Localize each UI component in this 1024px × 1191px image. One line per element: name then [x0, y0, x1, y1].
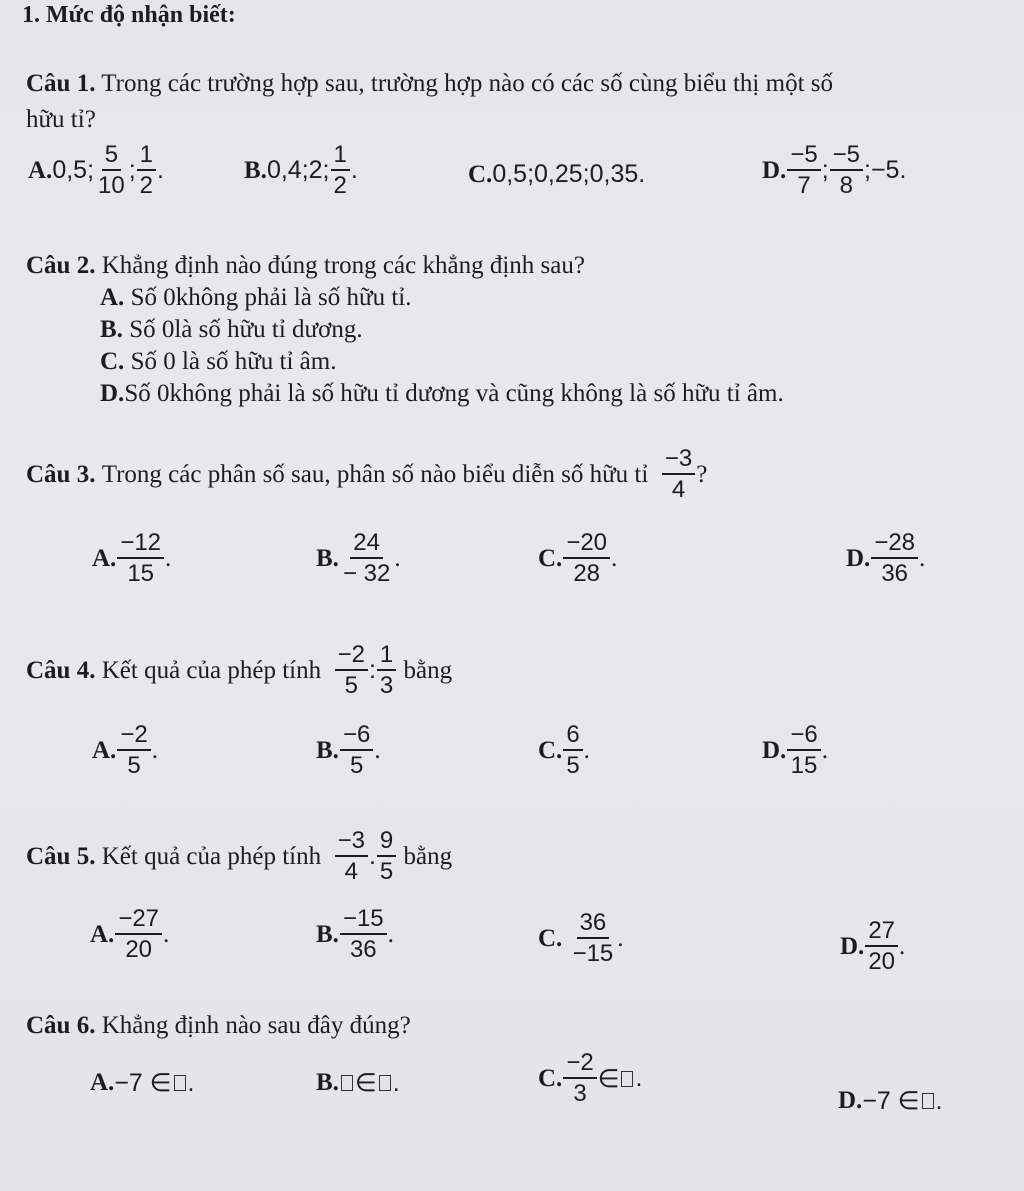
operator: .: [368, 842, 376, 871]
fraction: [830, 142, 863, 200]
fraction: [115, 906, 162, 964]
question-3-label: Câu 3.: [26, 460, 96, 488]
option-suffix: .: [157, 156, 164, 185]
option-suffix: .: [350, 156, 358, 185]
fraction-numerator: −28: [871, 530, 918, 559]
option-label: C.: [538, 1064, 563, 1092]
fraction: [137, 142, 156, 200]
set-symbol-box-icon: [922, 1093, 934, 1109]
q2-option-a[interactable]: [100, 284, 411, 312]
option-expression: −7 ∈: [114, 1069, 172, 1097]
fraction-denominator: 36: [349, 936, 377, 964]
separator: ;: [821, 156, 829, 185]
option-suffix: .: [821, 736, 828, 764]
q3-option-c[interactable]: [538, 530, 617, 588]
fraction: [865, 918, 898, 976]
option-text: Số 0là số hữu tỉ dương.: [129, 316, 363, 343]
element-of-symbol: ∈: [597, 1064, 620, 1093]
fraction-numerator: 27: [865, 918, 898, 947]
fraction-numerator: 5: [102, 142, 121, 171]
q6-option-c[interactable]: [538, 1050, 642, 1108]
question-3: [26, 446, 707, 504]
q6-option-b[interactable]: [316, 1068, 400, 1098]
set-symbol-box-icon: [621, 1071, 633, 1087]
fraction-denominator: 4: [344, 858, 358, 886]
fraction: [117, 722, 150, 780]
fraction-numerator: −5: [787, 142, 820, 171]
fraction-numerator: −5: [830, 142, 863, 171]
set-symbol-box-icon: [174, 1075, 186, 1091]
option-label: C.: [538, 544, 563, 572]
option-suffix: .: [635, 1064, 643, 1093]
option-suffix: .: [935, 1086, 943, 1115]
option-suffix: ;−5.: [864, 156, 907, 185]
fraction-numerator: 1: [137, 142, 156, 171]
question-4: [26, 642, 452, 700]
option-label: B.: [316, 920, 339, 948]
fraction-numerator: −3: [662, 446, 695, 475]
question-6-label: Câu 6.: [26, 1012, 96, 1039]
option-label: B.: [316, 1069, 339, 1096]
question-5-text: Kết quả của phép tính: [101, 842, 322, 870]
question-6-text: Khẳng định nào sau đây đúng?: [101, 1012, 411, 1039]
option-suffix: .: [611, 544, 618, 572]
option-prefix: 0,4;2;: [266, 156, 330, 185]
option-suffix: .: [394, 544, 401, 572]
fraction: [331, 142, 350, 200]
fraction-denominator: 5: [379, 858, 394, 886]
fraction: [340, 530, 393, 588]
q3-option-b[interactable]: [316, 530, 401, 588]
fraction: [335, 828, 368, 886]
option-label: C.: [538, 736, 563, 764]
option-label: D.: [762, 736, 787, 764]
option-label: D.: [846, 544, 871, 572]
option-label: D.: [762, 156, 787, 184]
fraction: [662, 446, 695, 504]
fraction: [340, 722, 373, 780]
option-suffix: .: [187, 1068, 195, 1097]
fraction-denominator: 20: [868, 948, 896, 976]
fraction: [570, 910, 617, 968]
fraction-numerator: −2: [117, 722, 150, 751]
q3-option-a[interactable]: [92, 530, 171, 588]
q3-option-d[interactable]: [846, 530, 925, 588]
fraction-denominator: 2: [139, 172, 154, 200]
fraction-denominator: 7: [797, 172, 811, 200]
question-2-label: Câu 2.: [26, 252, 96, 279]
fraction-denominator: 20: [125, 936, 153, 964]
question-6: [26, 1012, 411, 1040]
option-suffix: .: [919, 544, 926, 572]
q1-option-c[interactable]: [468, 160, 645, 189]
fraction-denominator: − 32: [342, 560, 391, 588]
q1-option-b[interactable]: [244, 142, 358, 200]
q4-option-c[interactable]: [538, 722, 590, 780]
fraction-denominator: 3: [379, 672, 394, 700]
question-4-suffix: bằng: [403, 656, 453, 684]
question-4-text: Kết quả của phép tính: [101, 656, 322, 684]
q6-option-d[interactable]: [838, 1086, 943, 1116]
fraction-denominator: 2: [333, 172, 347, 200]
fraction-numerator: −3: [335, 828, 368, 857]
operator: :: [368, 656, 376, 685]
q4-option-a[interactable]: [92, 722, 158, 780]
fraction: [95, 142, 128, 200]
fraction-denominator: 3: [573, 1080, 587, 1108]
fraction-numerator: −2: [335, 642, 368, 671]
option-text: Số 0không phải là số hữu tỉ dương và cũng không là số hữu tỉ âm.: [124, 380, 784, 407]
fraction-denominator: 5: [127, 752, 141, 780]
q1-option-d[interactable]: [762, 142, 906, 200]
option-prefix: 0,5;: [52, 156, 95, 185]
fraction: [377, 642, 396, 700]
question-1-text-line2: hữu tỉ?: [26, 106, 96, 133]
question-2-text: Khẳng định nào đúng trong các khẳng định sau?: [101, 252, 585, 279]
question-5: [26, 828, 452, 886]
fraction-denominator: 8: [839, 172, 853, 200]
question-3-text: Trong các phân số sau, phân số nào biểu diễn số hữu tỉ: [101, 460, 649, 488]
question-2: [26, 252, 585, 280]
section-title: 1. Mức độ nhận biết:: [22, 2, 236, 28]
fraction: [563, 1050, 596, 1108]
question-4-label: Câu 4.: [26, 656, 96, 684]
fraction-numerator: 1: [331, 142, 350, 171]
fraction-numerator: −12: [117, 530, 164, 559]
q2-option-b[interactable]: [100, 316, 363, 344]
option-suffix: .: [392, 1068, 400, 1097]
q6-option-a[interactable]: [90, 1068, 195, 1098]
question-3-suffix: ?: [696, 460, 708, 488]
fraction-denominator: 5: [349, 752, 364, 780]
option-label: A.: [28, 156, 53, 184]
fraction-denominator: 15: [790, 752, 818, 780]
option-expression: −7 ∈: [862, 1087, 920, 1115]
option-label: A.: [90, 920, 115, 948]
option-text: Số 0không phải là số hữu tỉ.: [130, 284, 412, 311]
fraction-numerator: −20: [563, 530, 610, 559]
option-label: C.: [100, 348, 125, 375]
option-label: B.: [244, 156, 267, 184]
fraction-numerator: 9: [377, 828, 396, 857]
separator: ;: [128, 156, 136, 185]
q4-option-b[interactable]: [316, 722, 381, 780]
option-suffix: .: [165, 544, 172, 572]
fraction: [340, 906, 387, 964]
question-5-label: Câu 5.: [26, 842, 96, 870]
fraction-numerator: 24: [350, 530, 383, 559]
fraction-denominator: 15: [127, 560, 155, 588]
option-suffix: .: [583, 736, 590, 764]
fraction-denominator: 5: [566, 752, 580, 780]
q5-option-c[interactable]: [538, 910, 624, 968]
option-label: B.: [316, 544, 339, 572]
question-1-text: Trong các trường hợp sau, trường hợp nào có các số cùng biểu thị một số: [101, 70, 833, 97]
option-suffix: .: [899, 932, 906, 960]
option-label: D.: [840, 932, 865, 960]
option-label: A.: [92, 544, 117, 572]
fraction: [563, 530, 610, 588]
fraction: [563, 722, 582, 780]
question-1-label: Câu 1.: [26, 70, 96, 97]
option-label: D.: [838, 1087, 863, 1114]
fraction: [871, 530, 918, 588]
q2-option-d[interactable]: [100, 380, 784, 408]
fraction: [787, 722, 820, 780]
fraction: [335, 642, 368, 700]
question-1-line1: [26, 70, 833, 98]
option-suffix: .: [617, 924, 624, 952]
fraction-numerator: −6: [340, 722, 373, 751]
question-5-suffix: bằng: [403, 842, 453, 870]
option-label: A.: [100, 284, 125, 311]
option-label: D.: [100, 380, 125, 407]
fraction-numerator: −6: [787, 722, 820, 751]
option-label: A.: [92, 736, 117, 764]
option-suffix: .: [151, 736, 158, 764]
fraction-denominator: −15: [572, 940, 614, 968]
option-label: C.: [538, 924, 563, 952]
fraction: [117, 530, 164, 588]
q1-option-a[interactable]: [28, 142, 164, 200]
set-symbol-box-icon: [341, 1075, 353, 1091]
option-label: A.: [90, 1069, 115, 1096]
fraction-denominator: 36: [881, 560, 909, 588]
fraction-numerator: 1: [377, 642, 396, 671]
option-suffix: .: [163, 920, 170, 948]
option-label: B.: [316, 736, 339, 764]
fraction-denominator: 10: [98, 172, 125, 200]
fraction-numerator: −27: [115, 906, 162, 935]
option-label: B.: [100, 316, 123, 343]
fraction-denominator: 28: [573, 560, 601, 588]
fraction-numerator: 36: [577, 910, 610, 939]
q5-option-b[interactable]: [316, 906, 394, 964]
q4-option-d[interactable]: [762, 722, 828, 780]
set-symbol-box-icon: [379, 1075, 391, 1091]
option-suffix: .: [374, 736, 381, 764]
fraction-numerator: −2: [563, 1050, 596, 1079]
q5-option-a[interactable]: [90, 906, 169, 964]
option-text: 0,5;0,25;0,35.: [492, 160, 646, 188]
q5-option-d[interactable]: [840, 918, 905, 976]
fraction-numerator: −15: [340, 906, 387, 935]
fraction: [377, 828, 396, 886]
fraction-numerator: 6: [563, 722, 582, 751]
fraction-denominator: 4: [671, 476, 686, 504]
option-suffix: .: [387, 920, 394, 948]
fraction: [787, 142, 820, 200]
element-of-symbol: ∈: [354, 1069, 377, 1097]
q2-option-c[interactable]: [100, 348, 336, 376]
option-text: Số 0 là số hữu tỉ âm.: [130, 348, 337, 375]
option-label: C.: [468, 160, 493, 188]
fraction-denominator: 5: [344, 672, 358, 700]
